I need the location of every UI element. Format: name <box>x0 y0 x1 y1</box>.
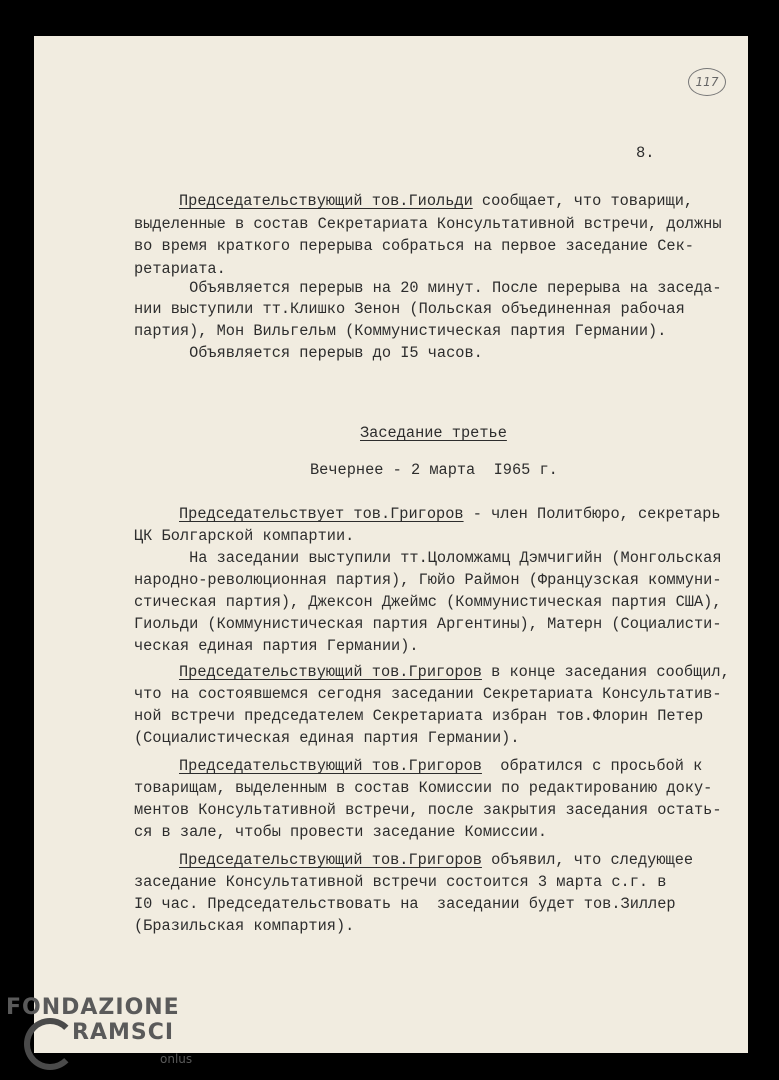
text-line: что на состоявшемся сегодня заседании Секретариата Консультатив- <box>134 685 722 703</box>
text-line: На заседании выступили тт.Цоломжамц Дэмчигийн (Монгольская <box>134 549 722 567</box>
text-line: товарищам, выделенным в состав Комиссии по редактированию доку- <box>134 779 713 797</box>
paragraph-1 <box>134 190 718 213</box>
text-line: нии выступили тт.Клишко Зенон (Польская объединенная рабочая <box>134 300 685 318</box>
text-line: во время краткого перерыва собраться на первое заседание Сек- <box>134 237 694 255</box>
paragraph-4 <box>134 755 718 778</box>
text-line: I0 час. Председательствовать на заседании будет тов.Зиллер <box>134 895 676 913</box>
text-line: в конце заседания сообщил, <box>481 663 730 681</box>
watermark-line-3: onlus <box>160 1052 193 1066</box>
text-line: ЦК Болгарской компартии. <box>134 527 355 545</box>
text-line: народно-революционная партия), Гюйо Раймон (Французская коммуни- <box>134 571 722 589</box>
text-line: ретариата. <box>134 259 226 278</box>
speaker-underlined: Председательствующий тов.Гиольди <box>179 192 473 210</box>
section-heading: Заседание третье <box>360 424 507 442</box>
speaker-underlined: Председательствующий тов.Григоров <box>179 851 482 869</box>
text-line: ной встречи председателем Секретариата избран тов.Флорин Петер <box>134 707 704 725</box>
text-line: Гиольди (Коммунистическая партия Аргентины), Матерн (Социалисти- <box>134 615 722 633</box>
text-line: сообщает, что товарищи, <box>472 192 694 210</box>
section-subheading: Вечернее - 2 марта I965 г. <box>310 461 558 479</box>
paragraph-2 <box>134 503 721 526</box>
text-line: (Бразильская компартия). <box>134 917 355 935</box>
text-line: Объявляется перерыв на 20 минут. После перерыва на заседа- <box>134 279 722 297</box>
archive-number-stamp: 117 <box>688 68 726 96</box>
page-number: 8. <box>636 144 655 162</box>
watermark-line-1: FONDAZIONE <box>6 995 180 1020</box>
text-line: выделенные в состав Секретариата Консультативной встречи, должны <box>134 214 722 233</box>
paragraph-3 <box>134 661 730 684</box>
text-line: заседание Консультативной встречи состоится 3 марта с.г. в <box>134 873 667 891</box>
text-line: объявил, что следующее <box>481 851 694 869</box>
text-line: Объявляется перерыв до I5 часов. <box>134 344 483 362</box>
paragraph-5 <box>134 849 718 872</box>
text-line: партия), Мон Вильгельм (Коммунистическая партия Германии). <box>134 322 667 340</box>
watermark-line-2: RAMSCI <box>72 1020 175 1045</box>
fondazione-logo-icon <box>24 1018 76 1070</box>
text-line: (Социалистическая единая партия Германии). <box>134 729 520 747</box>
speaker-underlined: Председательствующий тов.Григоров <box>179 757 482 775</box>
speaker-underlined: Председательствующий тов.Григоров <box>179 663 482 681</box>
text-line: обратился с просьбой к <box>481 757 703 775</box>
text-line: ментов Консультативной встречи, после закрытия заседания остать- <box>134 801 722 819</box>
text-line: ся в зале, чтобы провести заседание Комиссии. <box>134 823 548 841</box>
text-line: - член Политбюро, секретарь <box>463 505 721 523</box>
text-line: стическая партия), Джексон Джеймс (Коммунистическая партия США), <box>134 593 722 611</box>
speaker-underlined: Председательствует тов.Григоров <box>179 505 464 523</box>
text-line: ческая единая партия Германии). <box>134 637 419 655</box>
